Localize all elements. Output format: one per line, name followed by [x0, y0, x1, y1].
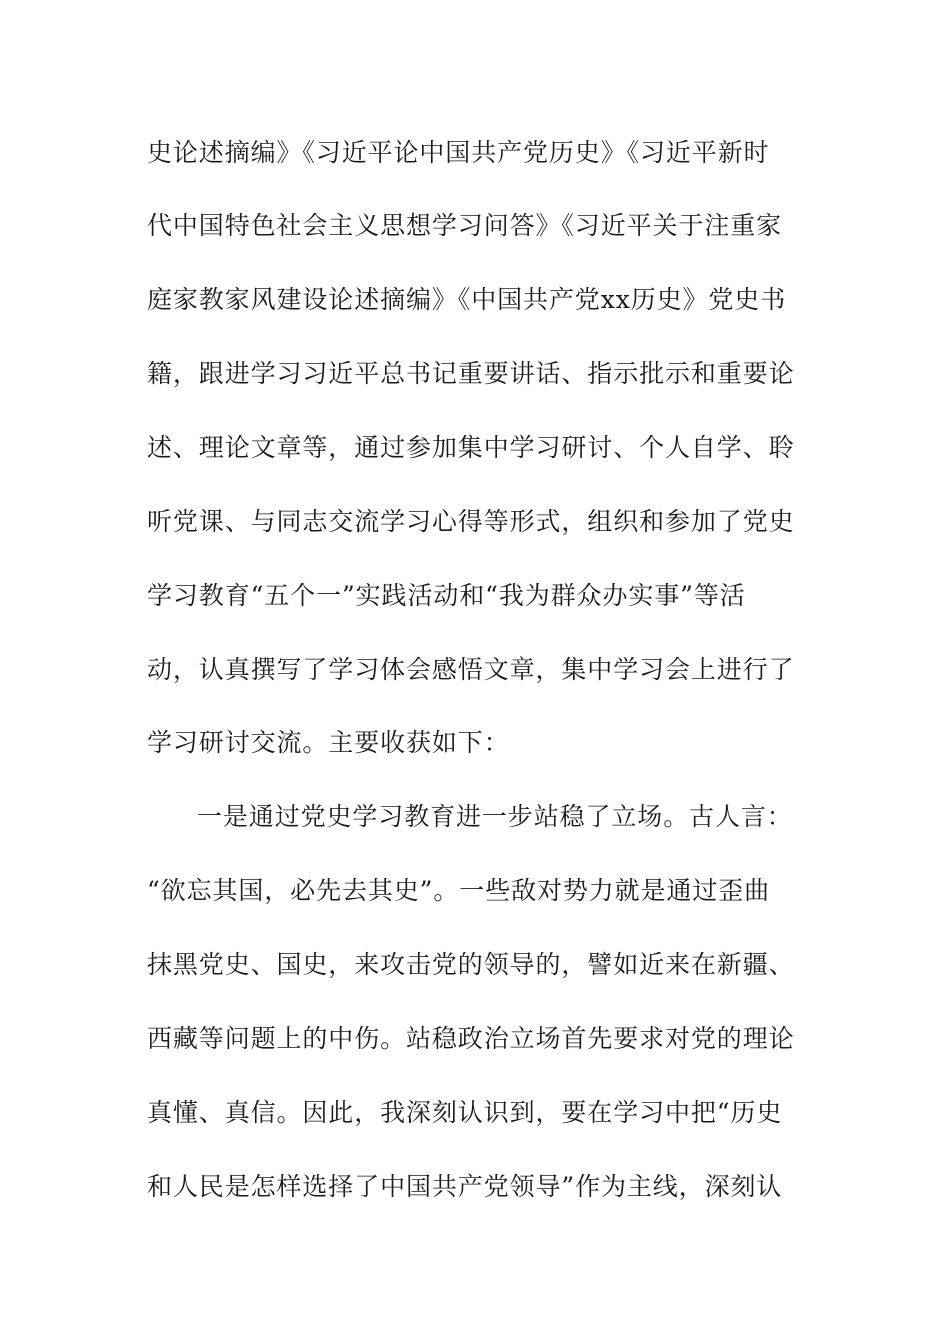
text-line: “欲忘其国，必先去其史”。一些敌对势力就是通过歪曲: [147, 876, 771, 905]
paragraph-first-line: 一是通过党史学习教育进一步站稳了立场。古人言：: [197, 802, 793, 831]
text-line: 庭家教家风建设论述摘编》《中国共产党xx历史》党史书: [147, 285, 787, 314]
text-line: 抹黑党史、国史，来攻击党的领导的，譬如近来在新疆、: [147, 950, 795, 979]
text-line: 真懂、真信。因此，我深刻认识到，要在学习中把“历史: [147, 1098, 783, 1127]
text-line: 史论述摘编》《习近平论中国共产党历史》《习近平新时: [147, 138, 770, 167]
text-line: 籍，跟进学习习近平总书记重要讲话、指示批示和重要论: [147, 359, 795, 388]
text-line: 西藏等问题上的中伤。站稳政治立场首先要求对党的理论: [147, 1024, 795, 1053]
text-line: 学习研讨交流。主要收获如下：: [147, 728, 510, 757]
text-line: 听党课、与同志交流学习心得等形式，组织和参加了党史: [147, 507, 795, 536]
text-line: 动，认真撰写了学习体会感悟文章，集中学习会上进行了: [147, 655, 795, 684]
text-line: 述、理论文章等，通过参加集中学习研讨、个人自学、聆: [147, 433, 795, 462]
text-line: 学习教育“五个一”实践活动和“我为群众办实事”等活: [147, 581, 746, 610]
text-line: 和人民是怎样选择了中国共产党领导”作为主线，深刻认: [147, 1172, 783, 1201]
text-line: 代中国特色社会主义思想学习问答》《习近平关于注重家: [147, 211, 783, 240]
